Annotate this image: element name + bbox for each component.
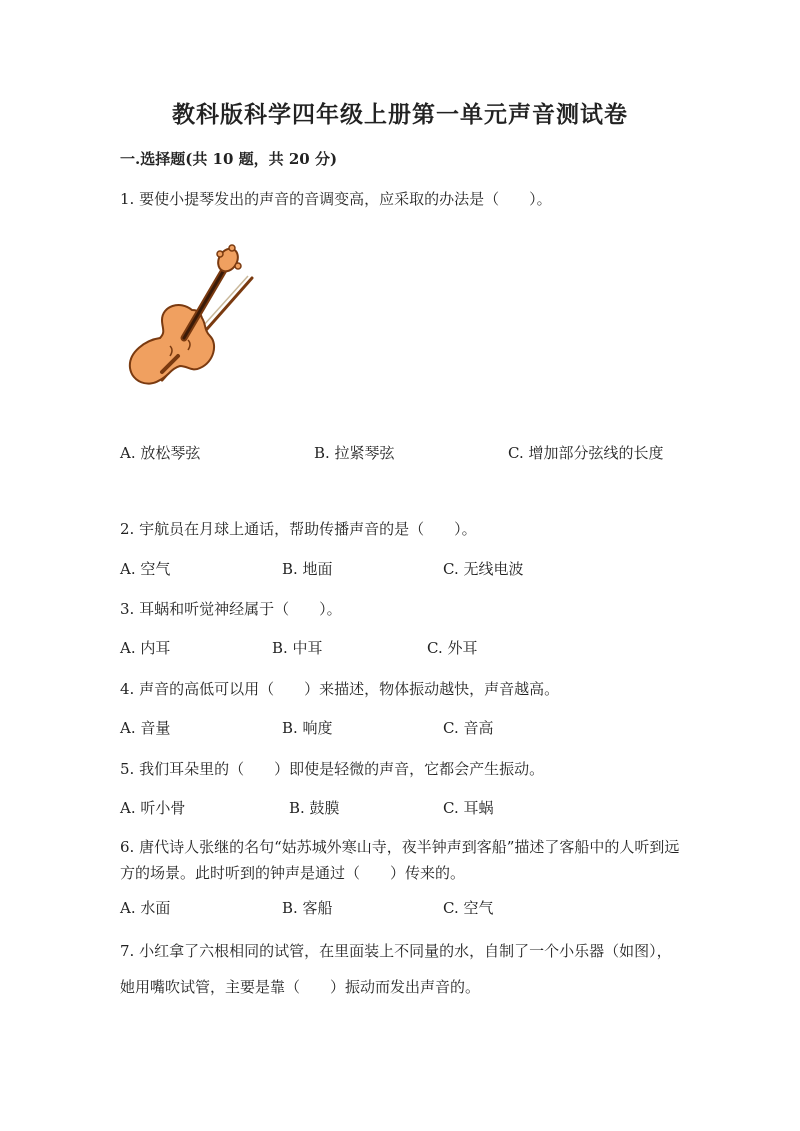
q4-option-a: A. 音量 [120, 719, 171, 737]
question-6: 6. 唐代诗人张继的名句“姑苏城外寒山寺，夜半钟声到客船”描述了客船中的人听到远方的场景。此时听到的钟声是通过（ ）传来的。 [120, 838, 680, 882]
q2-option-b: B. 地面 [282, 560, 333, 578]
question-4: 4. 声音的高低可以用（ ）来描述，物体振动越快，声音越高。 [120, 680, 560, 698]
question-1: 1. 要使小提琴发出的声音的音调变高，应采取的办法是（ ）。 [120, 190, 552, 208]
q3-option-a: A. 内耳 [120, 639, 171, 657]
q1-option-b: B. 拉紧琴弦 [314, 444, 395, 462]
q3-option-b: B. 中耳 [272, 639, 323, 657]
exam-title: 教科版科学四年级上册第一单元声音测试卷 [172, 101, 628, 128]
q3-option-c: C. 外耳 [427, 639, 478, 657]
question-5: 5. 我们耳朵里的（ ）即使是轻微的声音，它都会产生振动。 [120, 760, 545, 778]
violin-illustration [122, 240, 262, 390]
q5-option-a: A. 听小骨 [120, 799, 186, 817]
q1-option-c: C. 增加部分弦线的长度 [508, 444, 664, 462]
q2-option-c: C. 无线电波 [443, 560, 524, 578]
question-7: 7. 小红拿了六根相同的试管，在里面装上不同量的水，自制了一个小乐器（如图），她用嘴吹试管，主要是靠（ ）振动而发出声音的。 [120, 942, 672, 996]
q6-option-c: C. 空气 [443, 899, 494, 917]
q4-option-b: B. 响度 [282, 719, 333, 737]
question-2: 2. 宇航员在月球上通话，帮助传播声音的是（ ）。 [120, 520, 477, 538]
q4-option-c: C. 音高 [443, 719, 494, 737]
section-heading: 一.选择题(共 10 题，共 20 分) [120, 150, 338, 168]
q1-option-a: A. 放松琴弦 [120, 444, 201, 462]
q6-option-a: A. 水面 [120, 899, 171, 917]
q2-option-a: A. 空气 [120, 560, 171, 578]
q5-option-b: B. 鼓膜 [289, 799, 340, 817]
q5-option-c: C. 耳蜗 [443, 799, 494, 817]
q6-option-b: B. 客船 [282, 899, 333, 917]
question-3: 3. 耳蜗和听觉神经属于（ ）。 [120, 600, 342, 618]
